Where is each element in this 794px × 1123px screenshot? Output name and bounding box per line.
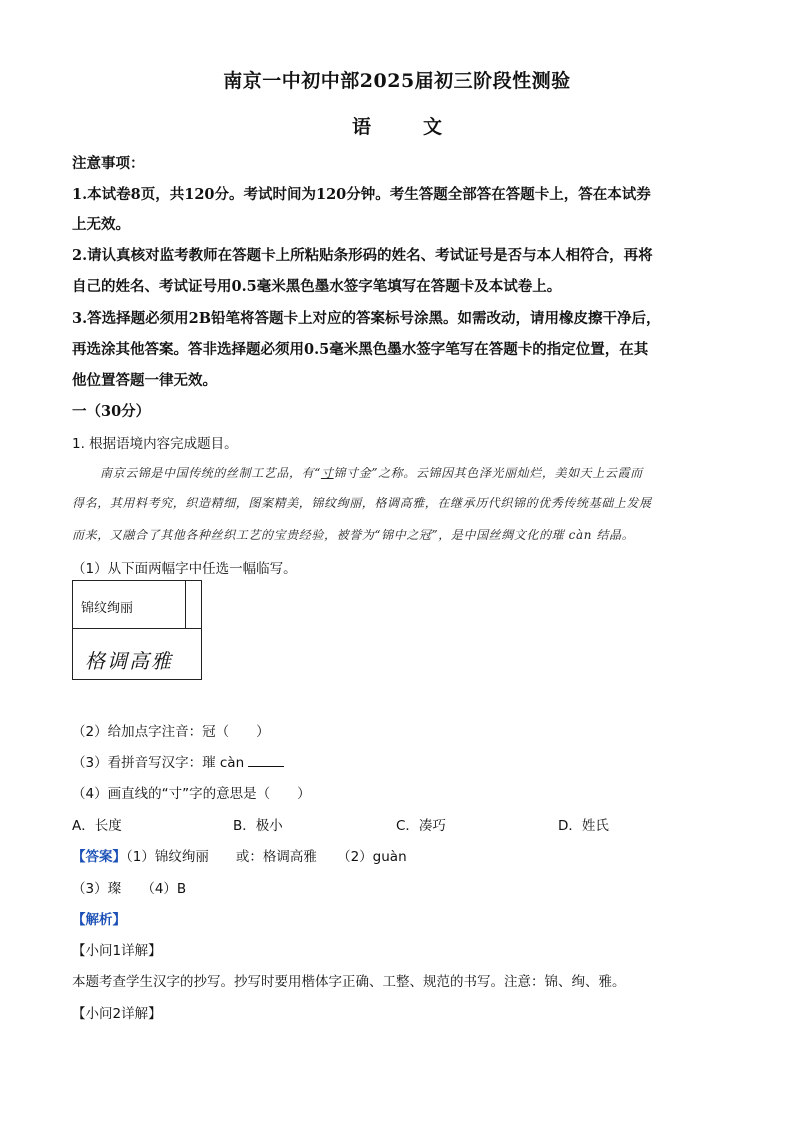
- analysis-tag: 【解析】: [72, 912, 126, 928]
- analysis-sub1-body: 本题考查学生汉字的抄写。抄写时要用楷体字正确、工整、规范的书写。注意：锦、绚、雅。: [72, 974, 626, 990]
- option-a: A．长度: [72, 818, 122, 834]
- notice-line-1: 1.本试卷8页，共120分。考试时间为120分钟。考生答题全部答在答题卡上，答在本试券: [72, 186, 651, 203]
- passage-line-1-b: 锦寸金”之称。云锦因其色泽光丽灿烂，美如天上云霞而: [333, 466, 643, 480]
- notice-line-4: 自己的姓名、考试证号用0.5毫米黑色墨水签字笔填写在答题卡及本试卷上。: [72, 278, 562, 295]
- option-c: C．凑巧: [396, 818, 446, 834]
- answer-line-1: [72, 845, 407, 865]
- notice-line-2: 上无效。: [72, 216, 130, 233]
- section-heading: 一（30分）: [72, 403, 151, 420]
- subject-heading: [0, 112, 794, 139]
- subject-char-2: 文: [423, 116, 443, 138]
- answer-blank: [248, 754, 284, 767]
- answer-line-2: （3）璨 （4）B: [72, 881, 187, 897]
- option-b: B．极小: [233, 818, 283, 834]
- copy-table-row-1: [73, 581, 201, 629]
- analysis-sub2-heading: 【小问2详解】: [72, 1006, 162, 1022]
- subject-char-1: 语: [351, 116, 371, 138]
- notice-line-3: 2.请认真核对监考教师在答题卡上所粘贴条形码的姓名、考试证号是否与本人相符合，再将: [72, 247, 653, 264]
- passage-underlined-char: 寸: [320, 466, 334, 480]
- copy-table-cell-1: [73, 581, 186, 628]
- option-d: D．姓氏: [558, 818, 609, 834]
- copy-table-text-1: 锦纹绚丽: [81, 601, 134, 616]
- sub-question-4: （4）画直线的“寸”字的意思是（ ）: [72, 786, 311, 802]
- answer-line-1-text: （1）锦纹绚丽 或：格调高雅 （2）guàn: [126, 849, 407, 865]
- passage-line-1-a: 南京云锦是中国传统的丝制工艺品，有“: [100, 466, 321, 480]
- sub-question-3: [72, 751, 284, 771]
- analysis-sub1-heading: 【小问1详解】: [72, 943, 162, 959]
- notice-heading: 注意事项：: [72, 155, 145, 172]
- answer-tag: 【答案】: [72, 849, 126, 865]
- passage-line-2: 得名，其用料考究，织造精细，图案精美，锦纹绚丽，格调高雅，在继承历代织锦的优秀传统基础上发展: [72, 496, 652, 510]
- sub-question-2: （2）给加点字注音：冠（ ）: [72, 724, 270, 740]
- passage-line-3: 而来，又融合了其他各种丝织工艺的宝贵经验，被誉为“锦中之冠”，是中国丝绸文化的璀 càn 结晶。: [72, 528, 635, 542]
- question-1: 1. 根据语境内容完成题目。: [72, 436, 238, 452]
- notice-line-7: 他位置答题一律无效。: [72, 372, 217, 389]
- notice-line-5: 3.答选择题必须用2B铅笔将答题卡上对应的答案标号涂黑。如需改动，请用橡皮擦干净后，: [72, 310, 661, 327]
- notice-line-6: 再选涂其他答案。答非选择题必须用0.5毫米黑色墨水签字笔写在答题卡的指定位置，在其: [72, 341, 649, 358]
- sub-question-1: （1）从下面两幅字中任选一幅临写。: [72, 561, 297, 577]
- exam-title: 南京一中初中部2025届初三阶段性测验: [223, 70, 571, 92]
- sub-question-3-text: （3）看拼音写汉字：璀 càn: [72, 755, 245, 771]
- copy-table-text-2: 格调高雅: [85, 649, 173, 673]
- passage-line-1: [100, 464, 643, 481]
- copy-table: [72, 580, 202, 680]
